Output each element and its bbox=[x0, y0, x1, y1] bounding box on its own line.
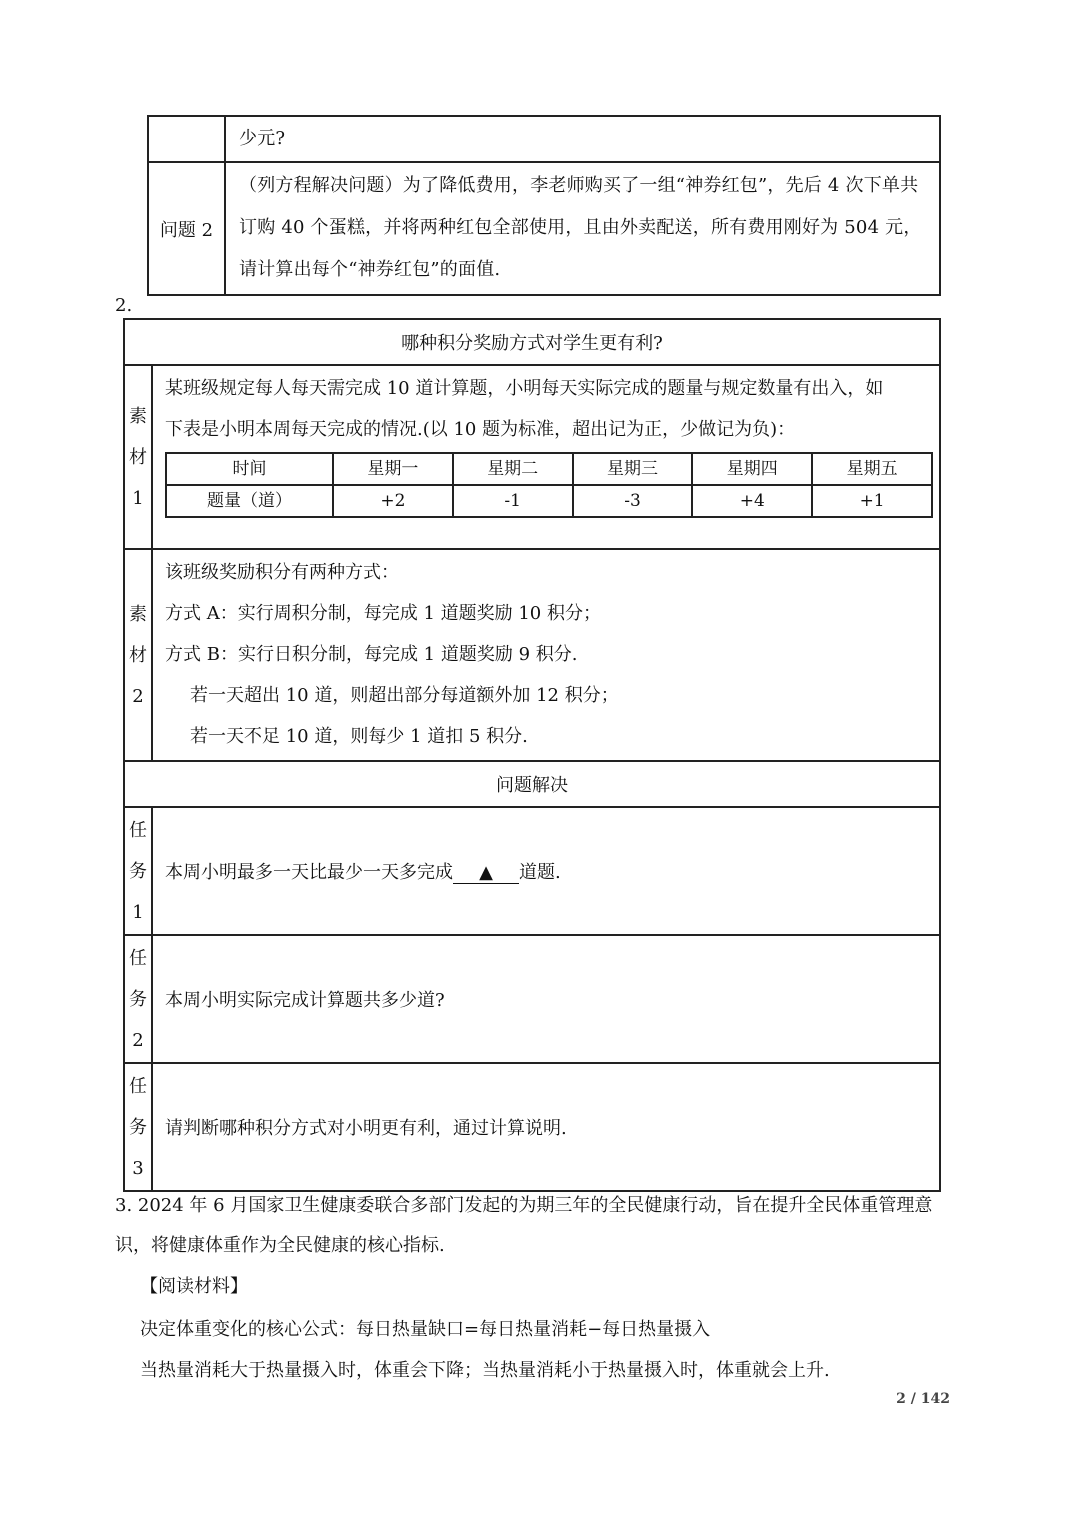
task3-label-text: 任务3 bbox=[129, 1075, 147, 1179]
material2-label bbox=[124, 549, 152, 761]
table-cell: -1 bbox=[453, 485, 573, 517]
table-cell: 题量（道） bbox=[166, 485, 333, 517]
table1-row2-text bbox=[225, 162, 940, 295]
table-row bbox=[166, 453, 932, 485]
task2-label bbox=[124, 935, 152, 1063]
problem-table-1 bbox=[147, 115, 941, 296]
table1-row1-text: 少元? bbox=[225, 116, 940, 162]
problem-table-2 bbox=[123, 318, 941, 1192]
table-header-cell: 星期四 bbox=[692, 453, 812, 485]
table-cell: -3 bbox=[573, 485, 693, 517]
table-cell: +4 bbox=[692, 485, 812, 517]
question-number-2: 2. bbox=[115, 295, 133, 316]
material1-label-text: 素材1 bbox=[129, 405, 147, 509]
q3-intro bbox=[115, 1186, 975, 1266]
material2-line: 方式 A：实行周积分制，每完成 1 道题奖励 10 积分； bbox=[165, 603, 601, 624]
daily-count-table bbox=[165, 452, 933, 518]
q3-line: 识，将健康体重作为全民健康的核心指标. bbox=[115, 1235, 445, 1256]
rule-text: 当热量消耗大于热量摄入时，体重会下降；当热量消耗小于热量摄入时，体重就会上升. bbox=[140, 1360, 830, 1381]
table1-empty-label-cell bbox=[148, 116, 225, 162]
table-header-cell: 星期二 bbox=[453, 453, 573, 485]
task3-label bbox=[124, 1063, 152, 1191]
table1-row2-line: （列方程解决问题）为了降低费用，李老师购买了一组“神券红包”，先后 4 次下单共 bbox=[239, 175, 919, 196]
task1-text: 本周小明最多一天比最少一天多完成 bbox=[165, 862, 453, 883]
task1-label bbox=[124, 807, 152, 935]
material1-line: 某班级规定每人每天需完成 10 道计算题，小明每天实际完成的题量与规定数量有出入，如 bbox=[165, 378, 884, 399]
material2-line: 该班级奖励积分有两种方式： bbox=[165, 562, 399, 583]
task3-text: 请判断哪种积分方式对小明更有利，通过计算说明. bbox=[152, 1063, 940, 1191]
table-header-cell: 星期三 bbox=[573, 453, 693, 485]
material1-line: 下表是小明本周每天完成的情况.(以 10 题为标准，超出记为正，少做记为负)： bbox=[165, 419, 796, 440]
task1-content bbox=[152, 807, 940, 935]
material2-label-text: 素材2 bbox=[129, 603, 147, 707]
formula-text: 决定体重变化的核心公式：每日热量缺口=每日热量消耗−每日热量摄入 bbox=[140, 1319, 711, 1340]
table-row bbox=[166, 485, 932, 517]
material2-line: 若一天不足 10 道，则每少 1 道扣 5 积分. bbox=[190, 726, 528, 747]
q3-line: 3. 2024 年 6 月国家卫生健康委联合多部门发起的为期三年的全民健康行动，旨在提升全民体重管理意 bbox=[115, 1195, 933, 1216]
table-header-cell: 星期一 bbox=[333, 453, 453, 485]
table1-row2-label: 问题 2 bbox=[148, 162, 225, 295]
table-header-cell: 时间 bbox=[166, 453, 333, 485]
page-number: 2 / 142 bbox=[896, 1391, 950, 1407]
material1-content bbox=[152, 365, 940, 549]
answer-blank: ▲ bbox=[453, 863, 519, 884]
material1-label bbox=[124, 365, 152, 549]
material2-line: 方式 B：实行日积分制，每完成 1 道题奖励 9 积分. bbox=[165, 644, 578, 665]
table1-row2-line: 订购 40 个蛋糕，并将两种红包全部使用，且由外卖配送，所有费用刚好为 504 元， bbox=[239, 217, 922, 238]
table-cell: +1 bbox=[812, 485, 932, 517]
reading-title: 【阅读材料】 bbox=[140, 1276, 248, 1297]
q2-title: 哪种积分奖励方式对学生更有利? bbox=[124, 319, 940, 365]
material2-line: 若一天超出 10 道，则超出部分每道额外加 12 积分； bbox=[190, 685, 619, 706]
task1-label-text: 任务1 bbox=[129, 819, 147, 923]
solve-header: 问题解决 bbox=[124, 761, 940, 807]
task1-text-end: 道题. bbox=[519, 862, 561, 883]
material2-content bbox=[152, 549, 940, 761]
table-header-cell: 星期五 bbox=[812, 453, 932, 485]
table1-row2-line: 请计算出每个“神券红包”的面值. bbox=[239, 259, 501, 280]
table-cell: +2 bbox=[333, 485, 453, 517]
task2-label-text: 任务2 bbox=[129, 947, 147, 1051]
task2-text: 本周小明实际完成计算题共多少道? bbox=[152, 935, 940, 1063]
